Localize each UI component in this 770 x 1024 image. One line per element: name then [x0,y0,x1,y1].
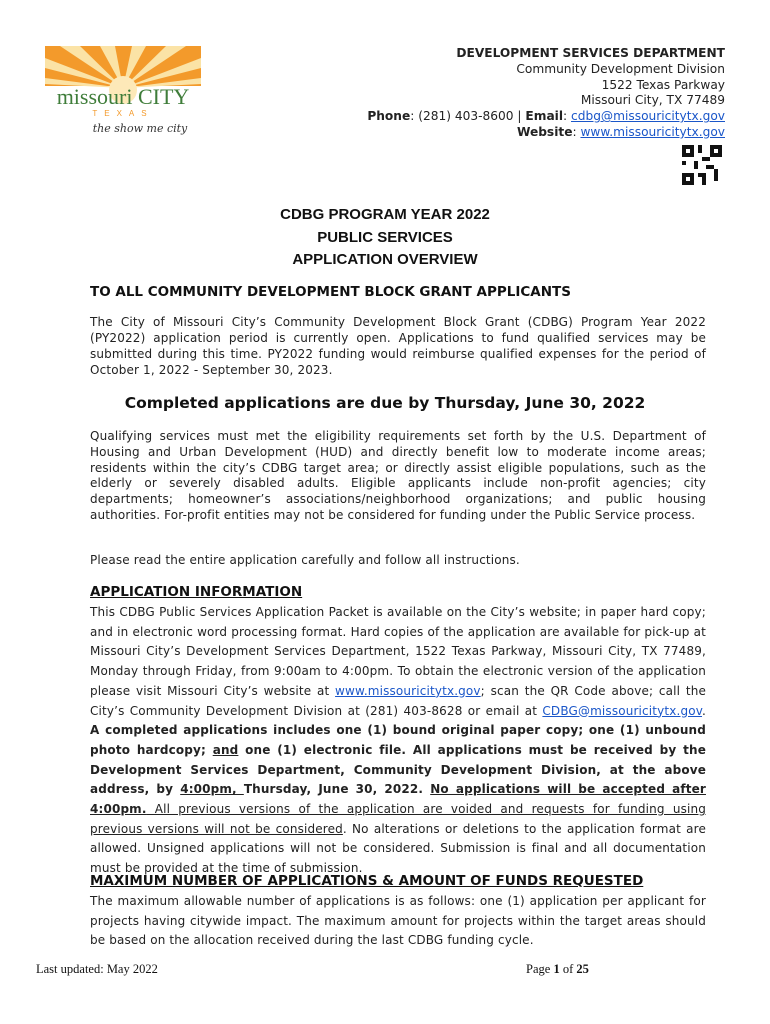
application-info-heading: APPLICATION INFORMATION [90,584,303,600]
deadline-warning: No applications will be accepted after 4:00pm. [90,782,706,817]
svg-text:missouri CITY: missouri CITY [56,84,190,109]
sunburst-logo-icon [40,44,206,136]
department-name: DEVELOPMENT SERVICES DEPARTMENT [456,46,725,60]
email-label: Email [525,109,564,124]
cdbg-email-link[interactable]: CDBG@missouricitytx.gov [542,703,703,718]
website-line: Website: www.missouricitytx.gov [516,124,725,139]
website-link[interactable]: www.missouricitytx.gov [580,124,725,139]
document-title [0,204,770,272]
eligibility-paragraph: Qualifying services must met the eligibility requirements set forth by the U.S. Department of Housing and Urban Development (HUD) and directly benefit low to moderate income areas; residents within the city’s CDBG target area; or directly assist eligible populations, such as the elderly or severely disabled adults. Eligible applicants include non-profit agencies; city departments; homeowner’s associations/neighborhood organizations; and public housing authorities. For-profit entities may not be considered for funding under the Public Service process. [90,429,706,522]
phone-email-line: Phone: (281) 403-8600 | Email: cdbg@missouricitytx.gov [367,109,725,124]
phone-value: : (281) 403-8600 | [410,109,526,124]
svg-text:TEXAS: TEXAS [92,109,154,118]
intro-paragraph: The City of Missouri City’s Community Development Block Grant (CDBG) Program Year 2022 (PY2022) application period is currently open. Applications to fund qualified services may be submitted during this time. PY2022 funding would reimburse qualified expenses for the period of October 1, 2022 - September 30, 2023. [90,315,706,377]
max-applications-paragraph: The maximum allowable number of applications is as follows: one (1) application per applicant for projects having citywide impact. The maximum amount for projects within the target areas should be based on the allocation received during the last CDBG funding cycle. [90,894,706,947]
intro-heading: TO ALL COMMUNITY DEVELOPMENT BLOCK GRANT APPLICANTS [90,284,571,300]
email-link[interactable]: cdbg@missouricitytx.gov [571,109,725,124]
phone-label: Phone [367,109,411,124]
website-link-inline[interactable]: www.missouricitytx.gov [335,683,481,698]
max-applications-heading: MAXIMUM NUMBER OF APPLICATIONS & AMOUNT OF FUNDS REQUESTED [90,873,644,889]
last-updated: Last updated: May 2022 [36,962,158,976]
division-name: Community Development Division [516,61,725,76]
department-contact-block [367,46,725,141]
title-line-2: PUBLIC SERVICES [317,228,453,246]
website-label: Website [516,124,573,139]
qr-code-icon [682,145,722,189]
title-line-3: APPLICATION OVERVIEW [292,251,478,268]
page-number: Page 1 of 25 [526,962,589,976]
city-address: Missouri City, TX 77489 [580,93,725,108]
application-info-paragraph: This CDBG Public Services Application Packet is available on the City’s website; in paper hard copy; and in electronic word processing format. Hard copies of the application are available for pick-up at Missouri City’s Development Services Department, 1522 Texas Parkway, Missouri City, TX 77489, Monday through Friday, from 9:00am to 4:00pm. To obtain the electronic version of the application please visit Missouri City’s website at www.missouricitytx.gov; scan the QR Code above; call the City’s Community Development Division at (281) 403-8628 or email at CDBG@missouricitytx.gov. A completed applications includes one (1) bound original paper copy; one (1) unbound photo hardcopy; and one (1) electronic file. All applications must be received by the Development Services Department, Community Development Division, at the above address, by 4:00pm, Thursday, June 30, 2022. No applications will be accepted after 4:00pm. All previous versions of the application are voided and requests for funding using previous versions will not be considered. No alterations or deletions to the application format are allowed. Unsigned applications will not be considered. Submission is final and all documentation must be provided at the time of submission. [90,605,706,876]
svg-text:the show me city: the show me city [92,122,188,135]
title-line-1: CDBG PROGRAM YEAR 2022 [280,206,490,223]
missouri-city-logo [40,44,206,136]
read-instructions-text: Please read the entire application carefully and follow all instructions. [90,553,520,567]
street-address: 1522 Texas Parkway [601,77,725,92]
due-date-heading: Completed applications are due by Thursday, June 30, 2022 [124,394,646,412]
